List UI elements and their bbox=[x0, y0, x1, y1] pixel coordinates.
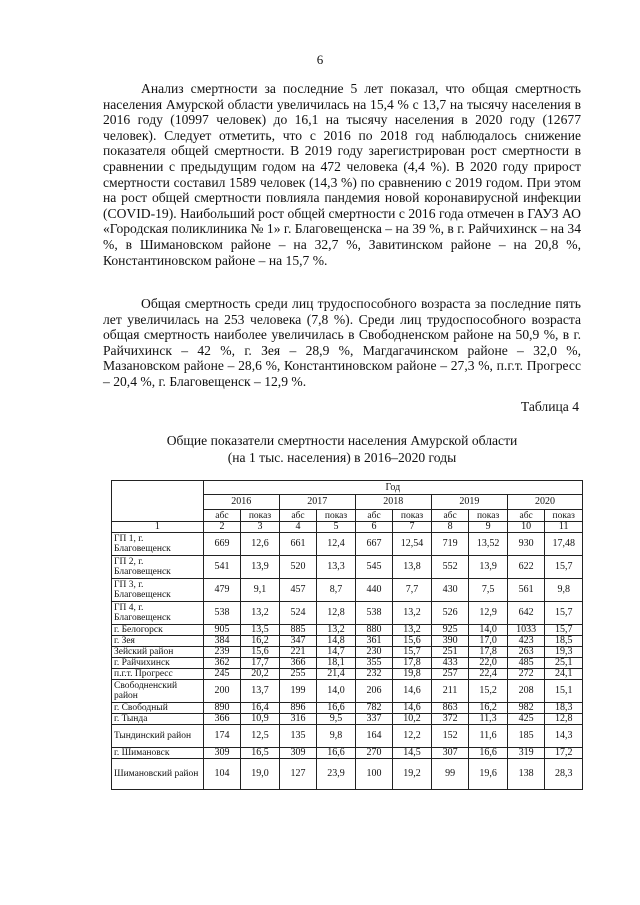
cell-abs: 355 bbox=[355, 658, 393, 669]
row-name: Тындинский район bbox=[112, 725, 204, 748]
cell-rate: 10,2 bbox=[393, 714, 432, 725]
table-row bbox=[112, 669, 583, 680]
cell-abs: 361 bbox=[355, 636, 393, 647]
year-2017: 2017 bbox=[279, 495, 355, 510]
table-header-row-year bbox=[112, 481, 583, 495]
cell-rate: 15,7 bbox=[545, 556, 583, 579]
cell-rate: 17,7 bbox=[241, 658, 280, 669]
cell-abs: 905 bbox=[203, 625, 241, 636]
column-number: 7 bbox=[393, 522, 432, 533]
row-name: г. Шимановск bbox=[112, 748, 204, 759]
cell-rate: 15,6 bbox=[393, 636, 432, 647]
cell-rate: 16,4 bbox=[241, 703, 280, 714]
table-title bbox=[103, 432, 581, 466]
cell-abs: 622 bbox=[507, 556, 545, 579]
cell-rate: 16,2 bbox=[241, 636, 280, 647]
cell-rate: 15,2 bbox=[469, 680, 508, 703]
cell-rate: 22,0 bbox=[469, 658, 508, 669]
cell-abs: 1033 bbox=[507, 625, 545, 636]
subheader-abs: абс bbox=[355, 510, 393, 522]
cell-rate: 14,6 bbox=[393, 680, 432, 703]
cell-abs: 347 bbox=[279, 636, 317, 647]
cell-abs: 200 bbox=[203, 680, 241, 703]
column-number: 1 bbox=[112, 522, 204, 533]
table-row bbox=[112, 647, 583, 658]
cell-abs: 307 bbox=[431, 748, 469, 759]
cell-abs: 896 bbox=[279, 703, 317, 714]
cell-abs: 885 bbox=[279, 625, 317, 636]
cell-abs: 433 bbox=[431, 658, 469, 669]
cell-rate: 13,9 bbox=[469, 556, 508, 579]
table-header-corner bbox=[112, 481, 204, 522]
cell-abs: 520 bbox=[279, 556, 317, 579]
column-number: 2 bbox=[203, 522, 241, 533]
cell-rate: 14,7 bbox=[317, 647, 356, 658]
cell-rate: 14,0 bbox=[469, 625, 508, 636]
cell-rate: 18,1 bbox=[317, 658, 356, 669]
cell-rate: 9,1 bbox=[241, 579, 280, 602]
cell-abs: 561 bbox=[507, 579, 545, 602]
cell-abs: 138 bbox=[507, 759, 545, 790]
cell-rate: 13,7 bbox=[241, 680, 280, 703]
cell-abs: 457 bbox=[279, 579, 317, 602]
cell-abs: 541 bbox=[203, 556, 241, 579]
year-2020: 2020 bbox=[507, 495, 582, 510]
table-row bbox=[112, 579, 583, 602]
cell-rate: 12,9 bbox=[469, 602, 508, 625]
cell-rate: 13,2 bbox=[317, 625, 356, 636]
subheader-rate: показ bbox=[317, 510, 356, 522]
cell-abs: 479 bbox=[203, 579, 241, 602]
cell-abs: 257 bbox=[431, 669, 469, 680]
year-header: Год bbox=[203, 481, 582, 495]
cell-abs: 251 bbox=[431, 647, 469, 658]
cell-rate: 17,8 bbox=[393, 658, 432, 669]
column-number: 3 bbox=[241, 522, 280, 533]
column-number: 10 bbox=[507, 522, 545, 533]
cell-rate: 13,2 bbox=[393, 602, 432, 625]
row-name: ГП 4, г. Благовещенск bbox=[112, 602, 204, 625]
cell-rate: 12,8 bbox=[317, 602, 356, 625]
cell-rate: 15,7 bbox=[393, 647, 432, 658]
cell-abs: 152 bbox=[431, 725, 469, 748]
cell-abs: 100 bbox=[355, 759, 393, 790]
column-number: 4 bbox=[279, 522, 317, 533]
subheader-rate: показ bbox=[469, 510, 508, 522]
column-number: 5 bbox=[317, 522, 356, 533]
cell-rate: 14,8 bbox=[317, 636, 356, 647]
cell-rate: 25,1 bbox=[545, 658, 583, 669]
cell-abs: 208 bbox=[507, 680, 545, 703]
cell-abs: 425 bbox=[507, 714, 545, 725]
table-row bbox=[112, 533, 583, 556]
cell-abs: 211 bbox=[431, 680, 469, 703]
cell-rate: 15,1 bbox=[545, 680, 583, 703]
cell-rate: 18,5 bbox=[545, 636, 583, 647]
subheader-abs: абс bbox=[203, 510, 241, 522]
subheader-abs: абс bbox=[431, 510, 469, 522]
cell-rate: 12,5 bbox=[241, 725, 280, 748]
cell-rate: 11,6 bbox=[469, 725, 508, 748]
cell-abs: 782 bbox=[355, 703, 393, 714]
cell-abs: 99 bbox=[431, 759, 469, 790]
cell-abs: 337 bbox=[355, 714, 393, 725]
cell-rate: 13,52 bbox=[469, 533, 508, 556]
cell-rate: 13,9 bbox=[241, 556, 280, 579]
row-name: г. Свободный bbox=[112, 703, 204, 714]
cell-rate: 17,8 bbox=[469, 647, 508, 658]
cell-rate: 15,6 bbox=[241, 647, 280, 658]
cell-rate: 12,8 bbox=[545, 714, 583, 725]
column-number: 9 bbox=[469, 522, 508, 533]
subheader-rate: показ bbox=[393, 510, 432, 522]
cell-rate: 9,8 bbox=[317, 725, 356, 748]
cell-abs: 255 bbox=[279, 669, 317, 680]
cell-rate: 10,9 bbox=[241, 714, 280, 725]
cell-abs: 642 bbox=[507, 602, 545, 625]
table-title-line-2: (на 1 тыс. населения) в 2016–2020 годы bbox=[227, 450, 457, 465]
cell-abs: 366 bbox=[203, 714, 241, 725]
cell-rate: 16,2 bbox=[469, 703, 508, 714]
paragraph-working-age-mortality: Общая смертность среди лиц трудоспособного возраста за последние пять лет увеличилась на 253 человека (7,8 %). Среди лиц трудоспособного возраста общая смертность наиболее увеличилась в Свободненском районе на 50,9 %, в г. Райчихинск – 42 %, г. Зея – 28,9 %, Магдагачинском районе – 32,0 %, Мазановском районе – 28,6 %, Константиновском районе – 27,3 %, п.г.т. Прогресс – 20,4 %, г. Благовещенск – 12,9 %. bbox=[103, 296, 581, 389]
cell-abs: 372 bbox=[431, 714, 469, 725]
year-2016: 2016 bbox=[203, 495, 279, 510]
cell-rate: 16,6 bbox=[317, 748, 356, 759]
year-2019: 2019 bbox=[431, 495, 507, 510]
cell-abs: 538 bbox=[203, 602, 241, 625]
cell-abs: 384 bbox=[203, 636, 241, 647]
subheader-abs: абс bbox=[507, 510, 545, 522]
row-name: г. Райчихинск bbox=[112, 658, 204, 669]
mortality-table bbox=[111, 480, 583, 790]
cell-abs: 661 bbox=[279, 533, 317, 556]
column-number: 11 bbox=[545, 522, 583, 533]
cell-abs: 174 bbox=[203, 725, 241, 748]
subheader-rate: показ bbox=[545, 510, 583, 522]
cell-rate: 11,3 bbox=[469, 714, 508, 725]
cell-rate: 19,2 bbox=[393, 759, 432, 790]
row-name: ГП 1, г. Благовещенск bbox=[112, 533, 204, 556]
cell-abs: 221 bbox=[279, 647, 317, 658]
row-name: г. Белогорск bbox=[112, 625, 204, 636]
cell-abs: 890 bbox=[203, 703, 241, 714]
cell-rate: 17,2 bbox=[545, 748, 583, 759]
cell-rate: 28,3 bbox=[545, 759, 583, 790]
cell-rate: 16,6 bbox=[317, 703, 356, 714]
cell-rate: 16,6 bbox=[469, 748, 508, 759]
cell-rate: 13,2 bbox=[393, 625, 432, 636]
year-2018: 2018 bbox=[355, 495, 431, 510]
cell-abs: 230 bbox=[355, 647, 393, 658]
cell-rate: 12,54 bbox=[393, 533, 432, 556]
cell-rate: 13,2 bbox=[241, 602, 280, 625]
table-label: Таблица 4 bbox=[520, 399, 579, 414]
cell-abs: 206 bbox=[355, 680, 393, 703]
cell-rate: 15,7 bbox=[545, 625, 583, 636]
cell-rate: 14,5 bbox=[393, 748, 432, 759]
row-name: г. Зея bbox=[112, 636, 204, 647]
row-name: Зейский район bbox=[112, 647, 204, 658]
table-row bbox=[112, 703, 583, 714]
row-name: Свободненский район bbox=[112, 680, 204, 703]
cell-rate: 14,3 bbox=[545, 725, 583, 748]
cell-rate: 7,5 bbox=[469, 579, 508, 602]
cell-rate: 19,3 bbox=[545, 647, 583, 658]
cell-abs: 185 bbox=[507, 725, 545, 748]
cell-rate: 24,1 bbox=[545, 669, 583, 680]
cell-abs: 366 bbox=[279, 658, 317, 669]
cell-abs: 552 bbox=[431, 556, 469, 579]
cell-abs: 669 bbox=[203, 533, 241, 556]
table-column-numbers-row bbox=[112, 522, 583, 533]
cell-abs: 232 bbox=[355, 669, 393, 680]
cell-rate: 12,2 bbox=[393, 725, 432, 748]
cell-rate: 22,4 bbox=[469, 669, 508, 680]
cell-abs: 272 bbox=[507, 669, 545, 680]
cell-abs: 440 bbox=[355, 579, 393, 602]
cell-rate: 15,7 bbox=[545, 602, 583, 625]
column-number: 6 bbox=[355, 522, 393, 533]
cell-abs: 362 bbox=[203, 658, 241, 669]
cell-rate: 14,0 bbox=[317, 680, 356, 703]
cell-abs: 199 bbox=[279, 680, 317, 703]
cell-rate: 7,7 bbox=[393, 579, 432, 602]
cell-rate: 13,5 bbox=[241, 625, 280, 636]
cell-abs: 863 bbox=[431, 703, 469, 714]
cell-rate: 19,6 bbox=[469, 759, 508, 790]
cell-abs: 930 bbox=[507, 533, 545, 556]
cell-abs: 239 bbox=[203, 647, 241, 658]
cell-abs: 925 bbox=[431, 625, 469, 636]
cell-rate: 12,4 bbox=[317, 533, 356, 556]
cell-abs: 667 bbox=[355, 533, 393, 556]
column-number: 8 bbox=[431, 522, 469, 533]
row-name: г. Тында bbox=[112, 714, 204, 725]
cell-rate: 9,8 bbox=[545, 579, 583, 602]
cell-rate: 12,6 bbox=[241, 533, 280, 556]
cell-abs: 309 bbox=[279, 748, 317, 759]
cell-abs: 309 bbox=[203, 748, 241, 759]
cell-rate: 13,3 bbox=[317, 556, 356, 579]
table-row bbox=[112, 658, 583, 669]
table-row bbox=[112, 748, 583, 759]
cell-rate: 17,0 bbox=[469, 636, 508, 647]
page-number: 6 bbox=[316, 52, 324, 67]
cell-abs: 982 bbox=[507, 703, 545, 714]
table-title-line-1: Общие показатели смертности населения Амурской области bbox=[166, 433, 518, 448]
cell-abs: 316 bbox=[279, 714, 317, 725]
table-row bbox=[112, 602, 583, 625]
cell-abs: 135 bbox=[279, 725, 317, 748]
cell-rate: 18,3 bbox=[545, 703, 583, 714]
table-row bbox=[112, 556, 583, 579]
table-row bbox=[112, 680, 583, 703]
table-row bbox=[112, 625, 583, 636]
row-name: п.г.т. Прогресс bbox=[112, 669, 204, 680]
cell-abs: 880 bbox=[355, 625, 393, 636]
paragraph-mortality-analysis: Анализ смертности за последние 5 лет показал, что общая смертность населения Амурской области увеличилась на 15,4 % с 13,7 на тысячу населения в 2016 году (10997 человек) до 16,1 на тысячу населения в 2020 году (12677 человек). Следует отметить, что с 2016 по 2018 год наблюдалось снижение показателя общей смертности. В 2019 году зарегистрирован рост смертности в сравнении с предыдущим годом на 472 человека (4,4 %). В 2020 году прирост смертности составил 1589 человек (14,3 %) по сравнению с 2019 годом. При этом на рост общей смертности повлияла пандемия новой коронавирусной инфекции (COVID-19). Наибольший рост общей смертности с 2016 года отмечен в ГАУЗ АО «Городская поликлиника № 1» г. Благовещенска – на 39 %, в г. Райчихинск – на 34 %, в Шимановском районе – на 32,7 %, Завитинском районе – на 20,8 %, Константиновском районе – на 15,7 %. bbox=[103, 81, 581, 268]
cell-rate: 19,0 bbox=[241, 759, 280, 790]
cell-abs: 545 bbox=[355, 556, 393, 579]
cell-abs: 127 bbox=[279, 759, 317, 790]
subheader-abs: абс bbox=[279, 510, 317, 522]
cell-abs: 319 bbox=[507, 748, 545, 759]
cell-abs: 104 bbox=[203, 759, 241, 790]
table-row bbox=[112, 759, 583, 790]
cell-rate: 21,4 bbox=[317, 669, 356, 680]
cell-rate: 8,7 bbox=[317, 579, 356, 602]
cell-rate: 23,9 bbox=[317, 759, 356, 790]
cell-rate: 14,6 bbox=[393, 703, 432, 714]
cell-rate: 19,8 bbox=[393, 669, 432, 680]
cell-rate: 13,8 bbox=[393, 556, 432, 579]
row-name: ГП 2, г. Благовещенск bbox=[112, 556, 204, 579]
cell-abs: 719 bbox=[431, 533, 469, 556]
cell-rate: 20,2 bbox=[241, 669, 280, 680]
subheader-rate: показ bbox=[241, 510, 280, 522]
cell-rate: 16,5 bbox=[241, 748, 280, 759]
table-row bbox=[112, 725, 583, 748]
cell-abs: 538 bbox=[355, 602, 393, 625]
cell-abs: 263 bbox=[507, 647, 545, 658]
row-name: ГП 3, г. Благовещенск bbox=[112, 579, 204, 602]
cell-abs: 245 bbox=[203, 669, 241, 680]
row-name: Шимановский район bbox=[112, 759, 204, 790]
cell-rate: 17,48 bbox=[545, 533, 583, 556]
cell-abs: 390 bbox=[431, 636, 469, 647]
cell-abs: 270 bbox=[355, 748, 393, 759]
cell-abs: 423 bbox=[507, 636, 545, 647]
cell-rate: 9,5 bbox=[317, 714, 356, 725]
cell-abs: 430 bbox=[431, 579, 469, 602]
cell-abs: 485 bbox=[507, 658, 545, 669]
table-row bbox=[112, 714, 583, 725]
cell-abs: 524 bbox=[279, 602, 317, 625]
table-row bbox=[112, 636, 583, 647]
cell-abs: 164 bbox=[355, 725, 393, 748]
cell-abs: 526 bbox=[431, 602, 469, 625]
